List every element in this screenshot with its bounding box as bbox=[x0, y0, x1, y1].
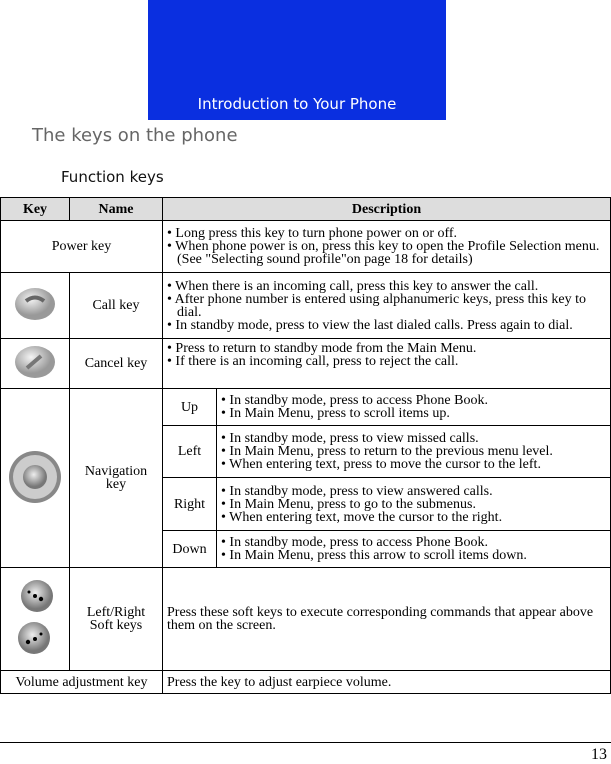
table-row bbox=[1, 671, 611, 694]
nav-right-label: Right bbox=[163, 478, 217, 531]
table-row bbox=[1, 568, 611, 671]
table-row bbox=[1, 339, 611, 389]
cancel-key-icon bbox=[13, 344, 57, 380]
chapter-banner bbox=[148, 0, 446, 120]
nav-up-desc bbox=[217, 389, 611, 426]
desc-item: • After phone number is entered using alphanumeric keys, press this key to dial. bbox=[167, 293, 606, 319]
desc-item: • In standby mode, press to view the last dialed calls. Press again to dial. bbox=[167, 319, 606, 332]
call-key-name: Call key bbox=[70, 273, 163, 339]
desc-item: • In standby mode, press to access Phone Book. bbox=[221, 536, 606, 549]
header-name: Name bbox=[70, 198, 163, 221]
power-key-desc bbox=[163, 221, 611, 273]
desc-item: • In Main Menu, press to go to the submenus. bbox=[221, 498, 606, 511]
desc-item: • In standby mode, press to view missed calls. bbox=[221, 432, 606, 445]
table-row bbox=[1, 389, 611, 426]
power-key-name: Power key bbox=[1, 221, 163, 273]
header-description: Description bbox=[163, 198, 611, 221]
subsection-title: Function keys bbox=[61, 168, 164, 186]
nav-left-desc bbox=[217, 426, 611, 478]
desc-item: • Long press this key to turn phone power on or off. bbox=[167, 227, 606, 240]
table-header bbox=[1, 198, 611, 221]
desc-item: • When entering text, move the cursor to the right. bbox=[221, 511, 606, 524]
desc-item: • In standby mode, press to view answered calls. bbox=[221, 485, 606, 498]
navigation-key-name: Navigation key bbox=[70, 389, 163, 568]
header-key: Key bbox=[1, 198, 70, 221]
soft-keys-desc: Press these soft keys to execute corresponding commands that appear above them on the screen. bbox=[163, 568, 611, 671]
table-row bbox=[1, 273, 611, 339]
nav-right-desc bbox=[217, 478, 611, 531]
nav-left-label: Left bbox=[163, 426, 217, 478]
desc-item: • When phone power is on, press this key to open the Profile Selection menu. (See "Selecting sound profile"on page 18 for details) bbox=[167, 240, 606, 266]
volume-key-desc: Press the key to adjust earpiece volume. bbox=[163, 671, 611, 694]
soft-keys-name: Left/Right Soft keys bbox=[70, 568, 163, 671]
function-keys-table bbox=[0, 197, 611, 694]
desc-item: • In Main Menu, press to scroll items up. bbox=[221, 407, 606, 420]
desc-item: • Press to return to standby mode from the Main Menu. bbox=[167, 342, 606, 355]
section-title: The keys on the phone bbox=[32, 125, 238, 146]
call-key-icon bbox=[13, 286, 57, 322]
cancel-key-desc bbox=[163, 339, 611, 389]
nav-up-label: Up bbox=[163, 389, 217, 426]
desc-item: • In Main Menu, press to return to the previous menu level. bbox=[221, 445, 606, 458]
page-number: 13 bbox=[591, 746, 607, 763]
desc-item: • If there is an incoming call, press to reject the call. bbox=[167, 355, 606, 368]
nav-down-desc bbox=[217, 531, 611, 568]
volume-key-name: Volume adjustment key bbox=[1, 671, 163, 694]
soft-keys-icon bbox=[13, 578, 57, 658]
desc-item: • When there is an incoming call, press this key to answer the call. bbox=[167, 280, 606, 293]
chapter-title: Introduction to Your Phone bbox=[197, 95, 397, 113]
call-key-desc bbox=[163, 273, 611, 339]
desc-item: • In standby mode, press to access Phone Book. bbox=[221, 394, 606, 407]
nav-down-label: Down bbox=[163, 531, 217, 568]
desc-item: • When entering text, press to move the cursor to the left. bbox=[221, 458, 606, 471]
cancel-key-name: Cancel key bbox=[70, 339, 163, 389]
footer-rule bbox=[0, 742, 611, 743]
desc-item: • In Main Menu, press this arrow to scroll items down. bbox=[221, 549, 606, 562]
navigation-key-icon bbox=[7, 449, 63, 505]
table-row bbox=[1, 221, 611, 273]
